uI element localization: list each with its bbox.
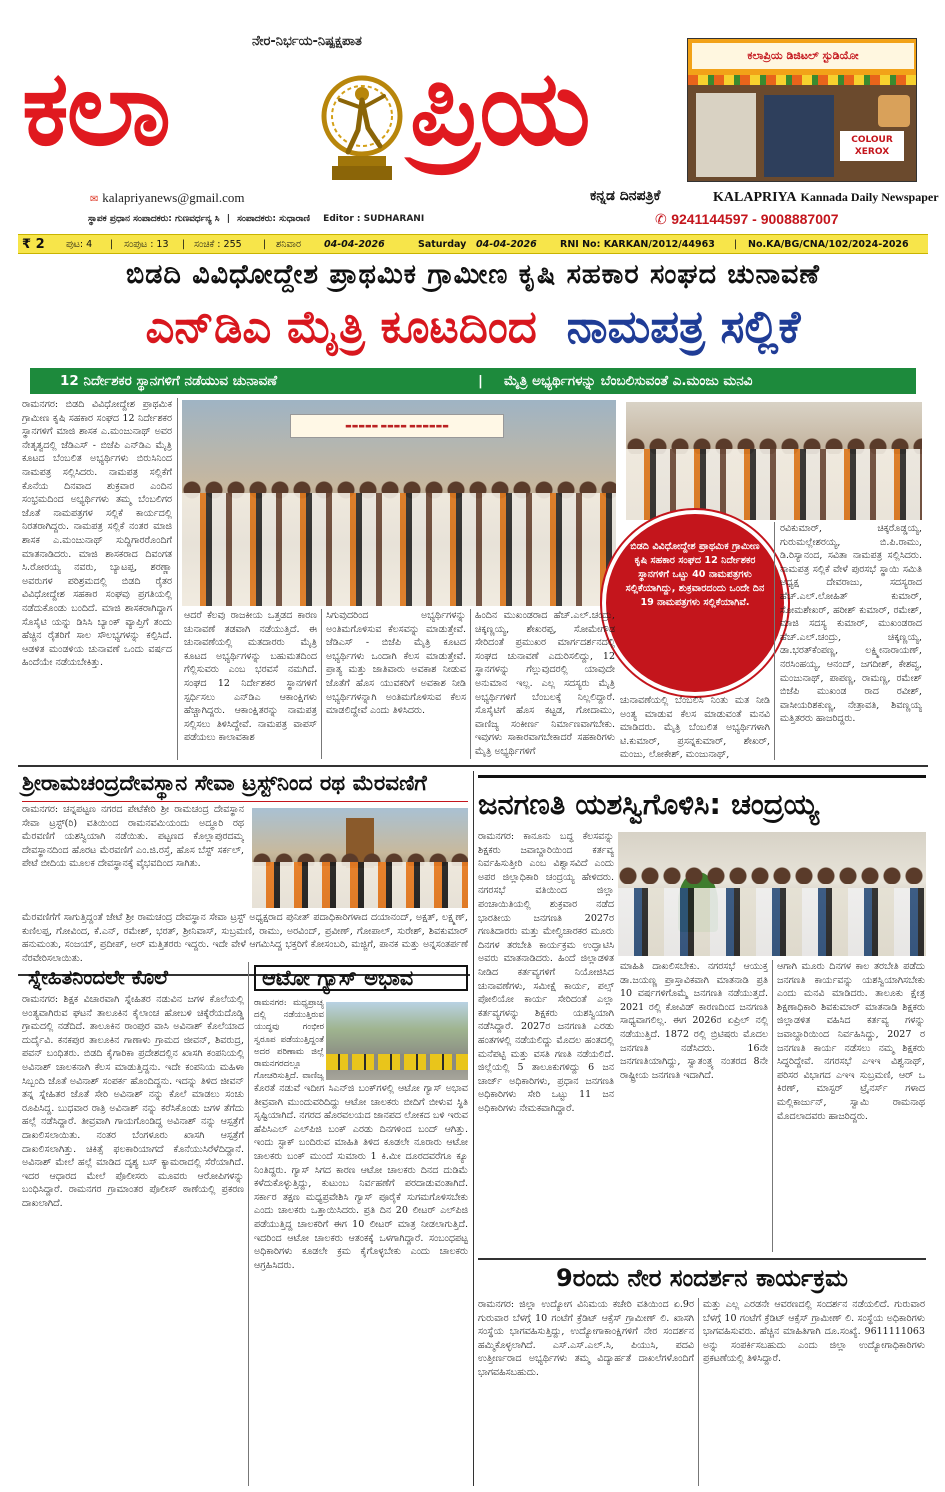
editor-en: Editor : SUDHARANI bbox=[323, 214, 425, 224]
tagline: ನೇರ-ನಿರ್ಭಯ-ನಿಷ್ಪಕ್ಷಪಾತ bbox=[252, 34, 362, 49]
headline-red: ಎನ್‌ಡಿಎ ಮೈತ್ರಿ ಕೂಟದಿಂದ bbox=[145, 300, 537, 353]
lead-column-4: ಹಿಂದಿನ ಮುಖಂಡರಾದ ಹೆಚ್.ಎಲ್.ಚಂದ್ರು, ಚಿಕ್ಕಣ್ಣಯ್ಯ, ಶೇಖರಪ್ಪ, ಸೋಮೇಗೌಡ ಸೇರಿದಂತೆ ಪ್ರಮುಖರ ಮಾರ್ಗದರ್ಶನದಲ್ಲಿ ಸಂಘದ ಚುನಾವಣೆ ಎದುರಿಸಲಿದ್ದು, 12 ಸ್ಥಾನಗಳನ್ನು ಗೆಲ್ಲುವುದರಲ್ಲಿ ಯಾವುದೇ ಅನುಮಾನ ಇಲ್ಲ. ಎಲ್ಲ ಸದಸ್ಯರು ಮೈತ್ರಿ ಅಭ್ಯರ್ಥಿಗಳಿಗೆ ಬೆಂಬಲಕ್ಕೆ ನಿಲ್ಲಲಿದ್ದಾರೆ. ಸೊಸೈಟಿಗೆ ಹೊಸ ಕಟ್ಟಡ, ಗೋದಾಮು, ವಾಣಿಜ್ಯ ಸಂಕೀರ್ಣ ನಿರ್ಮಾಣವಾಗಬೇಕು. ಇವುಗಳು ಸಾಕಾರವಾಗಬೇಕಾದರೆ ಸಹಕಾರಿಗಳು ಮೈತ್ರಿ ಅಭ್ಯರ್ಥಿಗಳಿಗೆ bbox=[475, 610, 615, 757]
census-photo-training bbox=[618, 832, 926, 956]
visit-column-1: ರಾಮನಗರ: ಜಿಲ್ಲಾ ಉದ್ಯೋಗ ವಿನಿಮಯ ಕಚೇರಿ ವತಿಯಿಂದ ಏ.9ರ ಗುರುವಾರ ಬೆಳಗ್ಗೆ 10 ಗಂಟೆಗೆ ಕ್ರೆಡಿಟ್ ಆಕ್ಸೆಸ್ ಗ್ರಾಮೀಣ್ ಲಿ. ಖಾಸಗಿ ಸಂಸ್ಥೆಯ ಭಾಗವಹಿಸುತ್ತಿದ್ದು, ಉದ್ಯೋಗಾಕಾಂಕ್ಷಿಗಳಿಗೆ ನೇರ ಸಂದರ್ಶನ ಹಮ್ಮಿಕೊಳ್ಳಲಾಗಿದೆ. ಎಸ್.ಎಸ್.ಎಲ್.ಸಿ, ಪಿಯುಸಿ, ಪದವಿ ಉತ್ತೀರ್ಣರಾದ ಅಭ್ಯರ್ಥಿಗಳು ತಮ್ಮ ವಿದ್ಯಾರ್ಹತೆ ದಾಖಲೆಗಳೊಂದಿಗೆ ಭಾಗವಹಿಸಬಹುದು. bbox=[478, 1299, 694, 1378]
issue: ಸಂಚಿಕೆ : 255 bbox=[194, 239, 242, 250]
subhead-right: ಮೈತ್ರಿ ಅಭ್ಯರ್ಥಿಗಳನ್ನು ಬೆಂಬಲಿಸುವಂತೆ ಎ.ಮಂಜು ಮನವಿ bbox=[504, 373, 753, 389]
rni-number: RNI No: KARKAN/2012/44963 bbox=[560, 239, 715, 250]
callout-text: ಬಿಡದಿ ವಿವಿಧೋದ್ದೇಶ ಪ್ರಾಥಮಿಕ ಗ್ರಾಮೀಣ ಕೃಷಿ ಸಹಕಾರ ಸಂಘದ 12 ನಿರ್ದೇಶಕರ ಸ್ಥಾನಗಳಿಗೆ ಒಟ್ಟು 40 ನಾಮಪತ್ರಗಳು ಸಲ್ಲಿಕೆಯಾಗಿದ್ದು, ಶುಕ್ರವಾರದಂದು ಒಂದೇ ದಿನ 19 ನಾಮಪತ್ರಗಳು ಸಲ್ಲಿಕೆಯಾಗಿವೆ. bbox=[625, 541, 765, 608]
lead-headline bbox=[18, 298, 928, 356]
lead-subhead-bar: 12 ನಿರ್ದೇಶಕರ ಸ್ಥಾನಗಳಿಗೆ ನಡೆಯುವ ಚುನಾವಣೆ | ಮೈತ್ರಿ ಅಭ್ಯರ್ಥಿಗಳನ್ನು ಬೆಂಬಲಿಸುವಂತೆ ಎ.ಮಂಜು ಮನವಿ bbox=[30, 368, 916, 394]
registration-number: No.KA/BG/CNA/102/2024-2026 bbox=[748, 239, 909, 250]
lead-column-1: ರಾಮನಗರ: ಬಿಡದಿ ವಿವಿಧೋದ್ದೇಶ ಪ್ರಾಥಮಿಕ ಗ್ರಾಮೀಣ ಕೃಷಿ ಸಹಕಾರ ಸಂಘದ 12 ನಿರ್ದೇಶಕರ ಸ್ಥಾನಗಳಿಗೆ ಮಾಜಿ ಶಾಸಕ ಎ.ಮಂಜುನಾಥ್ ಅವರ ನೇತೃತ್ವದಲ್ಲಿ ಜೆಡಿಎಸ್ - ಬಿಜೆಪಿ ಎನ್‌ಡಿಎ ಮೈತ್ರಿ ಕೂಟದ ಬೆಂಬಲಿತ ಅಭ್ಯರ್ಥಿಗಳು ಬಿರುಸಿನಿಂದ ನಾಮಪತ್ರ ಸಲ್ಲಿಸಿದರು. ನಾಮಪತ್ರ ಸಲ್ಲಿಕೆಗೆ ಕೊನೆಯ ದಿನವಾದ ಶುಕ್ರವಾರ ಎಂದಿನ ಸಂಭ್ರಮದಿಂದ ಅಭ್ಯರ್ಥಿಗಳು ತಮ್ಮ ಬೆಂಬಲಿಗರ ಜೊತೆ ನಾಮಪತ್ರಗಳ ಸಲ್ಲಿಕೆ ಕಾರ್ಯದಲ್ಲಿ ನಿರತರಾಗಿದ್ದರು. ನಾಮಪತ್ರ ಸಲ್ಲಿಕೆ ನಂತರ ಮಾಜಿ ಶಾಸಕ ಎ.ಮಂಜುನಾಥ್ ಸುದ್ದಿಗಾರರೊಂದಿಗೆ ಮಾತನಾಡಿದರು. ಮಾಜಿ ಶಾಸಕರಾದ ದಿವಂಗತ ಸಿ.ರೋರಯ್ಯ ನವರು, ಬ್ಯಾಟಪ್ಪ, ಶರಣ್ಣಾ ಅವರುಗಳ ಪರಿಶ್ರಮದಲ್ಲಿ ಬಿಡದಿ ರೈತರ ವಿವಿಧೋದ್ದೇಶ ಸಹಕಾರ ಸಂಘವು ಪ್ರಗತಿಯಲ್ಲಿ ನಡೆದುಕೊಂಡು ಬಂದಿದೆ. ಮಾಜಿ ಶಾಸಕರಾಗಿದ್ದಾಗ ಸೊಸೈಟಿ ಯನ್ನು ಡಿಸಿಸಿ ಬ್ಯಾಂಕ್ ವ್ಯಾಪ್ತಿಗೆ ತಂದು ಹೆಚ್ಚಿನ ರೈತರಿಗೆ ಸಾಲ ಸೌಲಭ್ಯಗಳನ್ನು ಕಲ್ಪಿಸಿದೆ. ಆಡಳಿತ ಮಂಡಳಿಯ ಚುನಾವಣೆ ಒಂದು ವರ್ಷದ ಹಿಂದೆಯೇ ನಡೆಯಬೇಕಿತ್ತು. bbox=[22, 399, 172, 669]
lead-column-3: ಸಿಗುವುದರಿಂದ ಅಭ್ಯರ್ಥಿಗಳನ್ನು ಅಂತಿಮಗೊಳಿಸುವ ಕೆಲಸವನ್ನು ಮಾಡುತ್ತೇವೆ. ಜೆಡಿಎಸ್ - ಬಿಜೆಪಿ ಮೈತ್ರಿ ಕೂಟದ ಅಭ್ಯರ್ಥಿಗಳು ಒಂದಾಗಿ ಕೆಲಸ ಮಾಡುತ್ತೇವೆ. ಪ್ರಾತ್ಯ ಮತ್ತು ಜಾತಿವಾರು ಅವಕಾಶ ನೀಡುವ ಜೊತೆಗೆ ಹೊಸ ಯುವಕರಿಗೆ ಅವಕಾಶ ನೀಡಿ ಅಭ್ಯರ್ಥಿಗಳನ್ನಾಗಿ ಅಂತಿಮಗೊಳಿಸುವ ಕೆಲಸ ಮಾಡಲಿದ್ದೇವೆ ಎಂದು ತಿಳಿಸಿದರು. bbox=[326, 610, 466, 717]
phone-line bbox=[655, 211, 839, 229]
mail-icon: ✉ bbox=[90, 194, 99, 205]
day-kannada: ಶನಿವಾರ bbox=[276, 239, 301, 250]
lead-photo-nomination bbox=[626, 402, 922, 520]
census-column-1: ರಾಮನಗರ: ಕಾನೂನು ಬದ್ಧ ಕೆಲಸವನ್ನು ಶಿಕ್ಷಕರು ಜವಾಬ್ದಾರಿಯಿಂದ ಕರ್ತವ್ಯ ನಿರ್ವಹಿಸುತ್ತೀರಿ ಎಂಬ ವಿಶ್ವಾಸವಿದೆ ಎಂದು ಅಪರ ಜಿಲ್ಲಾಧಿಕಾರಿ ಚಂದ್ರಯ್ಯ ಹೇಳಿದರು. ನಗರಸಭೆ ವತಿಯಿಂದ ಜಿಲ್ಲಾ ಪಂಚಾಯಿತಿಯಲ್ಲಿ ಶುಕ್ರವಾರ ನಡೆದ ಭಾರತೀಯ ಜನಗಣತಿ 2027ರ ಗಣತಿದಾರರು ಮತ್ತು ಮೇಲ್ವಿಚಾರಕರ ಮೂರು ದಿನಗಳ ತರಬೇತಿ ಕಾರ್ಯಕ್ರಮ ಉದ್ಘಾಟಿಸಿ ಅವರು ಮಾತನಾಡಿದರು. ಹಿಂದೆ ಜಿಲ್ಲಾಡಳಿತ ನೀಡಿದ ಕರ್ತವ್ಯಗಳಿಗೆ ನಿಯೋಜಿಸಿದ ಚುನಾವಣೆಗಳು, ಸಮೀಕ್ಷೆ ಕಾರ್ಯ, ಪಲ್ಸ್ ಪೋಲಿಯೋ ಕಾರ್ಯ ಸೇರಿದಂತೆ ಎಲ್ಲಾ ಕರ್ತವ್ಯಗಳನ್ನು ಶಿಕ್ಷಕರು ಯಶಸ್ವಿಯಾಗಿ ನಡೆಸಿದ್ದಾರೆ. 2027ರ ಜನಗಣತಿ ಎರಡು ಹಂತಗಳಲ್ಲಿ ನಡೆಯಲಿದ್ದು ಮೊದಲ ಹಂತದಲ್ಲಿ ಮನೆಪಟ್ಟಿ ಮತ್ತು ವಸತಿ ಗಣತಿ ನಡೆಯಲಿದೆ. ಜಿಲ್ಲೆಯಲ್ಲಿ 5 ತಾಲೂಕುಗಳಿದ್ದು 6 ಜನ ಚಾರ್ಜ್ ಅಧಿಕಾರಿಗಳು, ಪ್ರಧಾನ ಜನಗಣತಿ ಅಧಿಕಾರಿಗಳು ಸೇರಿ ಒಟ್ಟು 11 ಜನ ಅಧಿಕಾರಿಗಳು ನೇಮಕವಾಗಿದ್ದಾರೆ. bbox=[478, 831, 614, 1114]
lead-photo-group: ▬▬▬▬▬ ▬▬▬▬ ▬▬▬▬▬▬ bbox=[182, 400, 616, 606]
headline-blue: ನಾಮಪತ್ರ ಸಲ್ಲಿಕೆ bbox=[566, 300, 801, 353]
subhead-left: 12 ನಿರ್ದೇಶಕರ ಸ್ಥಾನಗಳಿಗೆ ನಡೆಯುವ ಚುನಾವಣೆ bbox=[60, 373, 278, 389]
price: ₹ 2 bbox=[22, 237, 45, 252]
xerox-sign: COLOUR XEROX bbox=[840, 131, 904, 161]
email-line bbox=[90, 190, 245, 206]
founder: ಸ್ಥಾಪಕ ಪ್ರಧಾನ ಸಂಪಾದಕರು: ಗುಣವರ್ಧನ್ಯ ಸಿ bbox=[88, 214, 220, 224]
temple-headline-text: ಶ್ರೀರಾಮಚಂದ್ರದೇವಸ್ಥಾನ ಸೇವಾ ಟ್ರಸ್ಟ್‌ನಿಂದ ರಥ ಮೆರವಣಿಗೆ bbox=[22, 771, 427, 796]
studio-ad-sign: ಕಲಾಪ್ರಿಯ ಡಿಜಿಟಲ್ ಸ್ಟುಡಿಯೋ bbox=[692, 43, 914, 69]
census-column-2: ಮಾಹಿತಿ ದಾಖಲಿಸಬೇಕು. ನಗರಸಭೆ ಆಯುಕ್ತ ಡಾ.ಜಯಣ್ಣ ಪ್ರಾಸ್ತಾವಿಕವಾಗಿ ಮಾತನಾಡಿ ಪ್ರತಿ 10 ವರ್ಷಗಳಿಗೊಮ್ಮೆ ಜನಗಣತಿ ನಡೆಯುತ್ತದೆ. 2021 ರಲ್ಲಿ ಕೋವಿಡ್ ಕಾರಣದಿಂದ ಜನಗಣತಿ ಸಾಧ್ಯವಾಗಲಿಲ್ಲ. ಈಗ 2026ರ ಏಪ್ರಿಲ್ ನಲ್ಲಿ ನಡೆಯುತ್ತಿದೆ. 1872 ರಲ್ಲಿ ಬ್ರಿಟಿಷರು ಮೊದಲ ಜನಗಣತಿ ನಡೆಸಿದರು. 16ನೇ ಜನಗಣತಿಯಾಗಿದ್ದು, ಸ್ವಾತಂತ್ರ್ಯ ನಂತರದ 8ನೇ ರಾಷ್ಟ್ರೀಯ ಜನಗಣತಿ ಇದಾಗಿದೆ. bbox=[620, 961, 768, 1081]
temple-body: ಮೆರವಣಿಗೆಗೆ ಸಾಗುತ್ತಿದ್ದಂತೆ ಜೇಟೆ ಶ್ರೀ ರಾಮಚಂದ್ರ ದೇವಸ್ಥಾನ ಸೇವಾ ಟ್ರಸ್ಟ್ ಅಧ್ಯಕ್ಷರಾದ ಪುನೀತ್ ಪದಾಧಿಕಾರಿಗಳಾದ ದಯಾನಂದ್, ಅಕ್ಷತ್, ಲಕ್ಷ್ಮಣ್, ಕುಣಿಲಪ್ಪ, ಗೋವಿಂದ, ಕೆ.ಎನ್, ರಮೇಶ್, ಭರತ್, ಶ್ರೀನಿವಾಸ್, ಸುಬ್ರಮಣಿ, ರಾಮು, ಅರವಿಂದ್, ಪ್ರವೀಣ್, ಗೋಪಾಲ್, ಸುರೇಶ್, ಶಿವಕುಮಾರ್ ಹನುಮಂತು, ಸಂಜಯ್, ಪ್ರದೀಪ್, ಅರ್ ಮತ್ತಿತರರು ಇದ್ದರು. ಇದೇ ವೇಳೆ ಆಗಮಿಸಿದ್ದ ಭಕ್ತರಿಗೆ ಕೋಸಂಬರಿ, ಮಜ್ಜಿಗೆ, ಪಾನಕ ಮತ್ತು ಅನ್ನಸಂತರ್ಪಣೆ ನೆರವೇರಿಸಲಾಯಿತು. bbox=[22, 912, 468, 964]
email: kalapriyanews@gmail.com bbox=[102, 190, 245, 205]
founder-line: ಸ್ಥಾಪಕ ಪ್ರಧಾನ ಸಂಪಾದಕರು: ಗುಣವರ್ಧನ್ಯ ಸಿ | ಸಂಪಾದಕರು: ಸುಧಾರಾಣಿ Editor : SUDHARANI bbox=[88, 214, 425, 224]
paper-name-english bbox=[713, 188, 939, 206]
lead-callout bbox=[602, 510, 788, 696]
phones: 9241144597 - 9008887007 bbox=[671, 211, 839, 227]
dateline-bar: ₹ 2 ಪುಟ: 4 | ಸಂಪುಟ : 13 | ಸಂಚಿಕೆ : 255 | ಶನಿವಾರ 04-04-2026 Saturday 04-04-2026 RNI No: KARKAN/2012/44963 | No.KA/BG/CNA/102/2024-2026 bbox=[18, 234, 928, 254]
temple-photo-procession bbox=[252, 808, 468, 908]
paper-en: KALAPRIYA bbox=[713, 190, 797, 205]
gas-headline: ಆಟೋ ಗ್ಯಾಸ್ ಅಭಾವ bbox=[254, 965, 468, 991]
masthead-title-right: ಪ್ರಿಯ bbox=[410, 47, 589, 169]
nataraja-emblem bbox=[318, 60, 406, 188]
gas-body-top: ರಾಮನಗರ: ಮಧ್ಯಪ್ರಾಚ್ಯ ದಲ್ಲಿ ನಡೆಯುತ್ತಿರುವ ಯುದ್ಧವು ಗಂಭೀರ ಸ್ವರೂಪ ಪಡೆಯುತ್ತಿದ್ದಂತೆ ಅದರ ಪರಿಣಾಮ ಜಿಲ್ಲೆ ರಾಮನಗರದಲ್ಲೂ ಗೋಚರಿಸುತ್ತಿದೆ. ವಾಣಿಜ್ಯ bbox=[254, 998, 324, 1081]
date-english: 04-04-2026 bbox=[476, 239, 537, 250]
census-headline: ಜನಗಣತಿ ಯಶಸ್ವಿಗೊಳಿಸಿ: ಚಂದ್ರಯ್ಯ bbox=[478, 775, 926, 827]
paper-en-sub: Kannada Daily Newspaper bbox=[800, 190, 939, 204]
census-column-3: ಆಗಾಗಿ ಮೂರು ದಿನಗಳ ಕಾಲ ತರಬೇತಿ ಪಡೆದು ಜನಗಣತಿ ಕಾರ್ಯವನ್ನು ಯಶಸ್ವಿಯಾಗಿಸಬೇಕು ಎಂದು ಮನವಿ ಮಾಡಿದರು. ತಾಲೂಕು ಕ್ಷೇತ್ರ ಶಿಕ್ಷಣಾಧಿಕಾರಿ ಶಿವಕುಮಾರ್ ಮಾತನಾಡಿ ಶಿಕ್ಷಕರು ಜಿಲ್ಲಾಡಳಿತ ವಹಿಸಿದ ಕರ್ತವ್ಯ ಗಳನ್ನು ಜವಾಬ್ದಾರಿಯಿಂದ ನಿರ್ವಹಿಸಿದ್ದು, 2027 ರ ಜನಗಣತಿ ಕಾರ್ಯ ನಡೆಸಲು ನಮ್ಮ ಶಿಕ್ಷಕರು ಸಿದ್ಧರಿದ್ದೇವೆ. ನಗರಸಭೆ ಎಇಇ ವಿಶ್ವನಾಥ್, ಪರಿಸರ ವಿಭಾಗದ ಎಇಇ ಸುಬ್ರಮಣಿ, ಆರ್ ಒ ಕಿರಣ್, ಮಾಸ್ಟರ್ ಟ್ರೈನರ್ಸ್ ಗಳಾದ ಮಲ್ಲಿಕಾರ್ಜುನ್, ಸ್ವಾಮಿ ರಾಮನಾಥ ಮೊದಲಾದವರು ಹಾಜರಿದ್ದರು. bbox=[777, 961, 925, 1122]
gas-body: ಕೊರತೆ ನಡುವೆ ಇದೀಗ ಸಿಎನ್‌ಜಿ ಬಂಕ್‌ಗಳಲ್ಲಿ ಆಟೋ ಗ್ಯಾಸ್ ಅಭಾವ ತೀವ್ರವಾಗಿ ಮುಂದುವರಿದಿದ್ದು ಆಟೋ ಚಾಲಕರು ಬೀದಿಗೆ ಬೀಳುವ ಸ್ಥಿತಿ ಸೃಷ್ಟಿಯಾಗಿದೆ. ನಗರದ ಹೊರವಲಯದ ಜಾನಪದ ಲೋಕದ ಬಳಿ ಇರುವ ಹೆಪಿಸಿಎಲ್ ಎಲ್‌ಪಿಜಿ ಬಂಕ್ ಎರಡು ದಿನಗಳಿಂದ ಬಂದ್ ಆಗಿತ್ತು. ಇಂದು ಸ್ಟಾಕ್ ಬಂದಿರುವ ಮಾಹಿತಿ ತಿಳಿದ ಕೂಡಲೇ ನೂರಾರು ಆಟೋ ಚಾಲಕರು ಬಂಕ್ ಮುಂದೆ ಸುಮಾರು 1 ಕಿ.ಮೀ ದೂರದವರೆಗೂ ಕ್ಯೂ ನಿಂತಿದ್ದರು. ಗ್ಯಾಸ್ ಸಿಗದ ಕಾರಣ ಆಟೋ ಚಾಲಕರು ದಿನದ ದುಡಿಮೆ ಕಳೆದುಕೊಳ್ಳುತ್ತಿದ್ದು, ಕುಟುಂಬ ನಿರ್ವಹಣೆಗೆ ಪರದಾಡುವಂತಾಗಿದೆ. ಸರ್ಕಾರ ತಕ್ಷಣ ಮಧ್ಯಪ್ರವೇಶಿಸಿ ಗ್ಯಾಸ್ ಪೂರೈಕೆ ಸುಗಮಗೊಳಿಸಬೇಕು ಎಂದು ಚಾಲಕರು ಒತ್ತಾಯಿಸಿದರು. ಪ್ರತಿ ದಿನ 20 ಲೀಟರ್ ಎಲ್‌ಪಿಜಿ ಪಡೆಯುತ್ತಿದ್ದ ಚಾಲಕರಿಗೆ ಈಗ 10 ಲೀಟರ್ ಮಾತ್ರ ನೀಡಲಾಗುತ್ತಿದೆ. ಇದರಿಂದ ಆಟೋ ಚಾಲಕರು ಆತಂಕಕ್ಕೆ ಒಳಗಾಗಿದ್ದಾರೆ. ಸಂಬಂಧಪಟ್ಟ ಅಧಿಕಾರಿಗಳು ಕೂಡಲೇ ಕ್ರಮ ಕೈಗೊಳ್ಳಬೇಕು ಎಂದು ಚಾಲಕರು ಆಗ್ರಹಿಸಿದರು. bbox=[254, 1083, 468, 1271]
friend-headline: ಸ್ನೇಹಿತನಿಂದಲೇ ಕೊಲೆ bbox=[28, 965, 168, 989]
visit-headline: 9ರಂದು ನೇರ ಸಂದರ್ಶನ ಕಾರ್ಯಕ್ರಮ bbox=[556, 1264, 848, 1292]
masthead bbox=[0, 0, 945, 230]
visit-column-2: ಮತ್ತು ಎಲ್ಲ ಎರಡನೇ ಆವರಣದಲ್ಲಿ ಸಂದರ್ಶನ ನಡೆಯಲಿದೆ. ಗುರುವಾರ ಬೆಳಗ್ಗೆ 10 ಗಂಟೆಗೆ ಕ್ರೆಡಿಟ್ ಆಕ್ಸೆಸ್ ಗ್ರಾಮೀಣ್ ಲಿ. ಸಂಸ್ಥೆಯ ಅಧಿಕಾರಿಗಳು ಭಾಗವಹಿಸುವರು. ಹೆಚ್ಚಿನ ಮಾಹಿತಿಗಾಗಿ ದೂ.ಸಂಖ್ಯೆ. 9611111063 ಅನ್ನು ಸಂಪರ್ಕಿಸಬಹುದು ಎಂದು ಜಿಲ್ಲಾ ಉದ್ಯೋಗಾಧಿಕಾರಿಗಳು ಪ್ರಕಟಣೆಯಲ್ಲಿ ತಿಳಿಸಿದ್ದಾರೆ. bbox=[703, 1299, 925, 1365]
lead-kicker: ಬಿಡದಿ ವಿವಿಧೋದ್ದೇಶ ಪ್ರಾಥಮಿಕ ಗ್ರಾಮೀಣ ಕೃಷಿ ಸಹಕಾರ ಸಂಘದ ಚುನಾವಣೆ bbox=[126, 259, 820, 290]
temple-body-top: ರಾಮನಗರ: ಚನ್ನಪಟ್ಟಣ ನಗರದ ಪೇಟೆಕೇರಿ ಶ್ರೀ ರಾಮಚಂದ್ರ ದೇವಸ್ಥಾನ ಸೇವಾ ಟ್ರಸ್ಟ್(ರಿ) ವತಿಯಿಂದ ರಾಮನವಮಿಯಂದು ಅದ್ಧೂರಿ ರಥ ಮೆರವಣಿಗೆ ಯಶಸ್ವಿಯಾಗಿ ನಡೆಯಿತು. ಪಟ್ಟಣದ ಕೊಲ್ಲಾಪುರದಮ್ಮ ದೇವಸ್ಥಾನದಿಂದ ಹೊರಟ ಮೆರವಣಿಗೆ ಎಂ.ಜಿ.ರಸ್ತೆ, ಹೊಸ ಬೆಸ್ಟ್ ಸರ್ಕಲ್, ಪೇಟೆ ಬೀದಿಯ ಮೂಲಕ ದೇವಸ್ಥಾನಕ್ಕೆ ವೈಭವದಿಂದ ಸಾಗಿತು. bbox=[22, 804, 244, 870]
editor-kn: ಸಂಪಾದಕರು: ಸುಧಾರಾಣಿ bbox=[237, 214, 311, 224]
temple-headline bbox=[22, 771, 468, 796]
friend-body: ರಾಮನಗರ: ಶಿಕ್ಷಕ ವಿಚಾರವಾಗಿ ಸ್ನೇಹಿತರ ನಡುವಿನ ಜಗಳ ಕೊಲೆಯಲ್ಲಿ ಅಂತ್ಯವಾಗಿರುವ ಘಟನೆ ತಾಲೂಕಿನ ಕೈಲಾಂಚ ಹೋಬಳಿ ಚಿಕ್ಕೆರೆಯದೊಡ್ಡಿ ಗ್ರಾಮದಲ್ಲಿ ನಡೆದಿದೆ. ತಾಲೂಕಿನ ರಾಂಪುರ ವಾಸಿ ಅವಿನಾಶ್ ಕೊಲೆಯಾದ ದುರ್ದೈವಿ. ಕನಕಪುರ ತಾಲೂಕಿನ ಗಾಣಾಳು ಗ್ರಾಮದ ಜೀವನ್, ಶಿವರುದ್ರ, ಪವನ್ ಬಂಧಿತರು. ಬಿಡದಿ ಕೈಗಾರಿಕಾ ಪ್ರದೇಶದಲ್ಲಿನ ಖಾಸಗಿ ಕಂಪನಿಯಲ್ಲಿ ಅವಿನಾಶ್ ಚಾಲಕನಾಗಿ ಕೆಲಸ ಮಾಡುತ್ತಿದ್ದನು. ಇದೇ ಕಂಪನಿಯ ಮಹಿಳಾ ಸಿಬ್ಬಂದಿ ಜೊತೆ ಅವಿನಾಶ್ ಸಂಪರ್ಕ ಹೊಂದಿದ್ದನು. ಇದನ್ನು ತಿಳಿದ ಜೀವನ್ ತನ್ನ ಸ್ನೇಹಿತರ ಜೊತೆ ಸೇರಿ ಅವಿನಾಶ್ ನನ್ನು ಕೊಲೆ ಮಾಡಲು ಸಂಚು ರೂಪಿಸಿದ್ದ. ಬುಧವಾರ ರಾತ್ರಿ ಅವಿನಾಶ್ ನನ್ನು ಕರೆಸಿಕೊಂಡು ಜಗಳ ತೆಗೆದು ಹಲ್ಲೆ ನಡೆಸಿದ್ದಾರೆ. ತೀವ್ರವಾಗಿ ಗಾಯಗೊಂಡಿದ್ದ ಅವಿನಾಶ್ ನನ್ನು ಆಸ್ಪತ್ರೆಗೆ ದಾಖಲಿಸಲಾಯಿತು. ನಂತರ ಬೆಂಗಳೂರು ಖಾಸಗಿ ಆಸ್ಪತ್ರೆಗೆ ದಾಖಲಿಸಲಾಗಿತ್ತು. ಚಿಕಿತ್ಸೆ ಫಲಕಾರಿಯಾಗದೆ ಕೊನೆಯುಸಿರೆಳೆದಿದ್ದಾನೆ. ಅವಿನಾಶ್ ಮೇಲೆ ಹಲ್ಲೆ ಮಾಡಿದ ದೃಶ್ಯ ಬಸ್ ಕ್ಯಾಮರಾದಲ್ಲಿ ಸೆರೆಯಾಗಿದೆ. ಇದರ ಆಧಾರದ ಮೇಲೆ ಪೊಲೀಸರು ಮೂವರು ಆರೋಪಿಗಳನ್ನು ಬಂಧಿಸಿದ್ದಾರೆ. ರಾಮನಗರ ಗ್ರಾಮಾಂತರ ಪೊಲೀಸ್ ಠಾಣೆಯಲ್ಲಿ ಪ್ರಕರಣ ದಾಖಲಾಗಿದೆ. bbox=[22, 994, 244, 1209]
day-english: Saturday bbox=[418, 239, 467, 250]
paper-name-kannada: ಕನ್ನಡ ದಿನಪತ್ರಿಕೆ bbox=[590, 188, 661, 204]
volume: ಸಂಪುಟ : 13 bbox=[124, 239, 169, 250]
lead-column-6: ರವಿಕುಮಾರ್, ಚಿಕ್ಕರೊಡ್ಡಯ್ಯ, ಗುರುಮಲ್ಲೇಶರಯ್ಯ, ಬಿ.ಪಿ.ರಾಮು, ಡಿ.ರಿಸ್ಯಾನಂದ, ಸವಿತಾ ನಾಮಪತ್ರ ಸಲ್ಲಿಸಿದರು. ನಾಮಪತ್ರ ಸಲ್ಲಿಕೆ ವೇಳೆ ಪುರಸಭೆ ಸ್ಥಾಯಿ ಸಮಿತಿ ಅಧ್ಯಕ್ಷ ದೇವರಾಜು, ಸದಸ್ಯರಾದ ಹೆಚ್.ಎಲ್.ಲೋಹಿತ್ ಕುಮಾರ್, ಸೋಮಶೇಖರ್, ಹರೀಶ್ ಕುಮಾರ್, ರಮೇಶ್, ಮಾಜಿ ಸದಸ್ಯ ಕುಮಾರ್, ಮುಖಂಡರಾದ ಹೆಚ್.ಎಲ್.ಚಂದ್ರು, ಚಿಕ್ಕಣ್ಣಯ್ಯ, ಡಾ.ಭರತ್‌ಕೆಂಪಣ್ಣ, ಲಕ್ಷ್ಮೀನಾರಾಯಣ್, ನರಸಿಂಹಯ್ಯ, ಆನಂದ್, ಜಗದೀಶ್, ಕೇಶವ್ವ, ಮಂಜುನಾಥ್, ಪಾಪಣ್ಣ, ರಾಮಣ್ಣ, ರಮೇಶ್ ಬಿಜೆಪಿ ಮುಖಂಡ ರಾದ ರವೀಶ್, ವಾಸೀಯರಿಶಕುಣ್ಣ, ನೇತ್ರಾವತಿ, ಶಿವಣ್ಣಯ್ಯ ಮತ್ತಿತರರು ಹಾಜರಿದ್ದರು. bbox=[780, 523, 922, 725]
lead-column-5: ಚುನಾವಣೆಯಲ್ಲಿ ಬೆಂಬಲಿಸಿ ನಿಂತು ಮತ ನೀಡಿ ಅಂತ್ಯ ಮಾಡುವ ಕೆಲಸ ಮಾಡುವಂತೆ ಮನವಿ ಮಾಡಿದರು. ಮೈತ್ರಿ ಬೆಂಬಲಿತ ಅಭ್ಯರ್ಥಿಗಳಾಗಿ ಟಿ.ಕುಮಾರ್, ಪ್ರಸನ್ನಕುಮಾರ್, ಶೇಖರ್, ಮಂಜು, ಲೋಕೇಶ್, ಮಂಜುನಾಥ್, bbox=[620, 695, 770, 760]
date-kannada: 04-04-2026 bbox=[324, 239, 385, 250]
phone-icon: ✆ bbox=[655, 211, 667, 227]
page-number: ಪುಟ: 4 bbox=[66, 239, 93, 250]
lead-column-2: ಆದರೆ ಕೆಲವು ರಾಜಕೀಯ ಒತ್ತಡದ ಕಾರಣ ಚುನಾವಣೆ ತಡವಾಗಿ ನಡೆಯುತ್ತಿದೆ. ಈ ಚುನಾವಣೆಯಲ್ಲಿ ಮತದಾರರು ಮೈತ್ರಿ ಕೂಟದ ಅಭ್ಯರ್ಥಿಗಳನ್ನು ಬಹುಮತದಿಂದ ಗೆಲ್ಲಿಸುವರು ಎಂಬ ಭರವಸೆ ನಮಗಿದೆ. ಸಂಘದ 12 ನಿರ್ದೇಶಕರ ಸ್ಥಾನಗಳಿಗೆ ಸ್ಪರ್ಧಿಸಲು ಎನ್‌ಡಿಎ ಆಕಾಂಕ್ಷಿಗಳು ಹೆಚ್ಚಾಗಿದ್ದರು. ಆಕಾಂಕ್ಷಿತರನ್ನು ನಾಮಪತ್ರ ಸಲ್ಲಿಸಲು ತಿಳಿಸಿದ್ದೇವೆ. ನಾಮಪತ್ರ ವಾಪಸ್ ಪಡೆಯಲು ಕಾಲಾವಕಾಶ bbox=[184, 610, 317, 744]
masthead-title-left: ಕಲಾ bbox=[22, 47, 169, 169]
studio-ad-photo bbox=[687, 38, 917, 182]
gas-photo-queue bbox=[326, 1002, 468, 1080]
